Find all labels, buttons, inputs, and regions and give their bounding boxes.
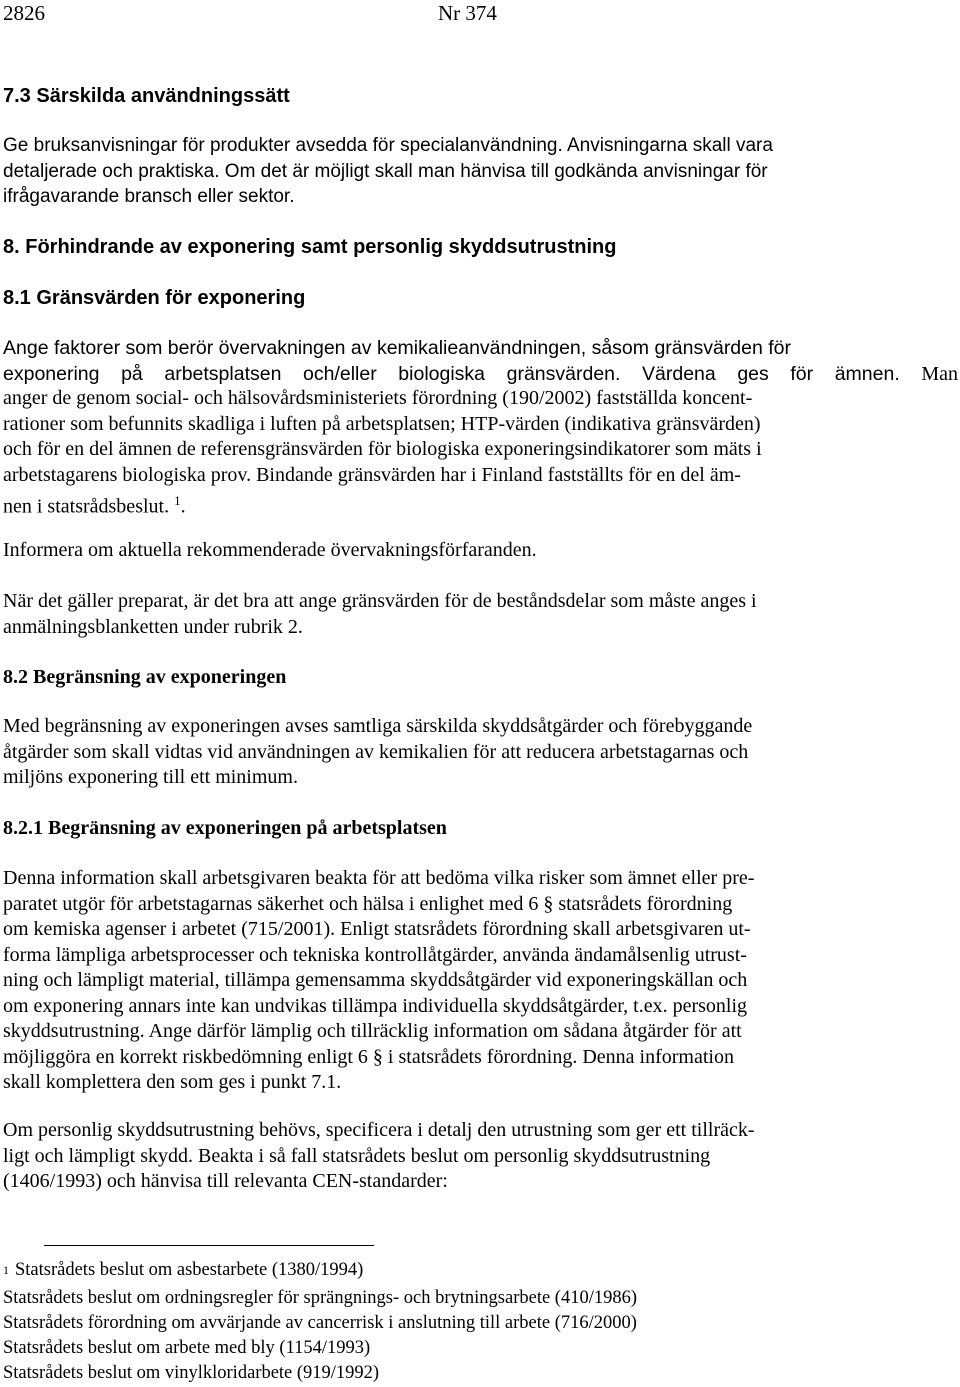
section-heading: 8.1 Gränsvärden för exponering [3, 287, 306, 309]
footnote-line: Statsrådets beslut om ordningsregler för sprängnings- och brytningsarbete (410/1986) [3, 1288, 638, 1308]
text-line: När det gäller preparat, är det bra att ange gränsvärden för de beståndsdelar som måste anges i [3, 590, 757, 612]
section-heading: 7.3 Särskilda användningssätt [3, 85, 290, 107]
section-8-2-1-heading-block [3, 816, 958, 840]
text-line: detaljerade och praktiska. Om det är möjligt skall man hänvisa till godkända anvisningar för [3, 160, 768, 182]
section-8-2-heading-block [3, 665, 958, 689]
paragraph [3, 336, 958, 387]
footnote-text: Statsrådets beslut om asbestarbete (1380/1994) [15, 1260, 364, 1280]
text-line: ifrågavarande bransch eller sektor. [3, 186, 295, 207]
footnote-line: Statsrådets beslut om vinylkloridarbete (919/1992) [3, 1363, 380, 1383]
text-line: anger de genom social- och hälsovårdsministeriets förordning (190/2002) fastställda koncent- [3, 387, 753, 409]
footnote [3, 1258, 363, 1283]
section-8-2-1-p1 [3, 866, 958, 1096]
paragraph: Informera om aktuella rekommenderade övervakningsförfaranden. [3, 539, 537, 561]
section-heading: 8.2 Begränsning av exponeringen [3, 666, 287, 688]
section-heading: 8.2.1 Begränsning av exponeringen på arbetsplatsen [3, 817, 447, 839]
text-line: anmälningsblanketten under rubrik 2. [3, 615, 303, 638]
text-line [3, 488, 958, 520]
text-line: Ge bruksanvisningar för produkter avsedda för specialanvändning. Anvisningarna skall vara [3, 135, 773, 156]
paragraph [3, 386, 958, 520]
section-8-2-1-p2 [3, 1118, 958, 1195]
footnote-marker: 1 [3, 1263, 9, 1277]
text-line: möjliggöra en korrekt riskbedömning enligt 6 § i statsrådets förordning. Denna information [3, 1045, 734, 1068]
text-line: Om personlig skyddsutrustning behövs, specificera i detalj den utrustning som ger ett tillräck- [3, 1119, 755, 1141]
text-line: Denna information skall arbetsgivaren beakta för att bedöma vilka risker som ämnet eller pre- [3, 867, 755, 889]
section-7-3-body [3, 133, 958, 210]
footnote-separator [44, 1245, 374, 1246]
text-line: skall komplettera den som ges i punkt 7.1. [3, 1071, 342, 1093]
section-8-1-heading-block [3, 286, 958, 310]
paragraph [3, 133, 958, 210]
text-line: ligt och lämpligt skydd. Beakta i så fall statsrådets beslut om personlig skyddsutrustning [3, 1144, 711, 1167]
paragraph [3, 866, 958, 1096]
section-heading: 8. Förhindrande av exponering samt personlig skyddsutrustning [3, 236, 617, 258]
paragraph [3, 589, 958, 640]
text-line: forma lämpliga arbetsprocesser och tekniska kontrollåtgärder, använda ändamålsenlig utrust- [3, 943, 747, 966]
footnote-line: Statsrådets beslut om arbete med bly (1154/1993) [3, 1338, 371, 1358]
text-line: åtgärder som skall vidtas vid användningen av kemikalien för att reducera arbetstagarnas och [3, 740, 749, 763]
paragraph [3, 1118, 958, 1195]
text-line: rationer som befunnits skadliga i luften på arbetsplatsen; HTP-värden (indikativa gränsvärden) [3, 412, 761, 435]
text-line: om kemiska agenser i arbetet (715/2001). Enligt statsrådets förordning skall arbetsgivaren ut- [3, 918, 751, 940]
text-run: nen i statsrådsbeslut. [3, 495, 170, 518]
footnote-line: Statsrådets förordning om avvärjande av cancerrisk i anslutning till arbete (716/2000) [3, 1313, 637, 1333]
text-line: miljöns exponering till ett minimum. [3, 766, 298, 788]
text-line: (1406/1993) och hänvisa till relevanta CEN-standarder: [3, 1170, 448, 1192]
text-line: skyddsutrustning. Ange därför lämplig och tillräcklig information om sådana åtgärder för att [3, 1020, 742, 1042]
section-7-3-heading-block [3, 84, 958, 108]
section-8-heading-block [3, 235, 958, 259]
text-run: exponering på arbetsplatsen och/eller biologiska gränsvärden. Värdena ges för ämnen. [3, 362, 900, 385]
text-line: Med begränsning av exponeringen avses samtliga särskilda skyddsåtgärder och förebyggande [3, 715, 753, 737]
footnote-reference: 1 [174, 493, 181, 508]
text-line [3, 362, 958, 388]
page-number: 2826 [3, 1, 45, 25]
section-8-1-body [3, 336, 958, 520]
text-line: arbetstagarens biologiska prov. Bindande gränsvärden har i Finland fastställts för en del äm- [3, 463, 741, 486]
text-line: Ange faktorer som berör övervakningen av kemikalieanvändningen, såsom gränsvärden för [3, 337, 792, 359]
text-line: och för en del ämnen de referensgränsvärden för biologiska exponeringsindikatorer som mäts i [3, 438, 762, 460]
issue-number: Nr 374 [438, 1, 497, 25]
text-line: ning och lämpligt material, tillämpa gemensamma skyddsåtgärder vid exponeringskällan och [3, 969, 748, 991]
text-line: paratet utgör för arbetstagarnas säkerhet och hälsa i enlighet med 6 § statsrådets förordning [3, 892, 733, 915]
section-8-1-p2 [3, 538, 958, 564]
section-8-2-body [3, 714, 958, 791]
text-run: Man [921, 362, 958, 385]
paragraph [3, 714, 958, 791]
text-line: om exponering annars inte kan undvikas tillämpa individuella skyddsåtgärder, t.ex. personlig [3, 994, 748, 1017]
text-run: . [180, 495, 186, 518]
section-8-1-p3 [3, 589, 958, 640]
